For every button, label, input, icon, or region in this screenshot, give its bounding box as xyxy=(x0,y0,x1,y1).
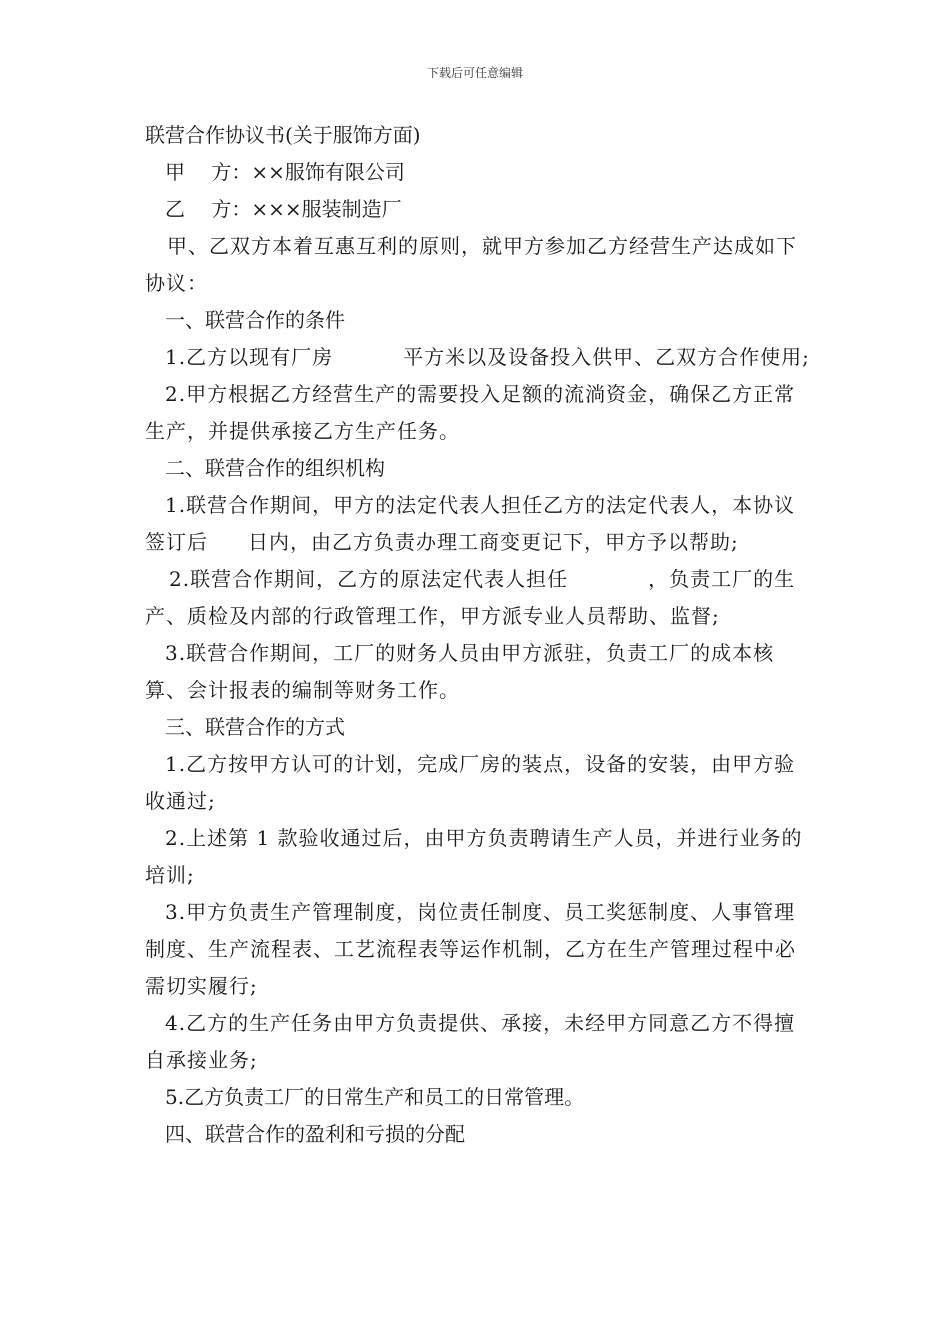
party-b-line: 乙 方：×××服装制造厂 xyxy=(165,197,402,221)
section-1-heading: 一、联营合作的条件 xyxy=(165,308,345,332)
section-1-item-1-part-a: 1.乙方以现有厂房 xyxy=(165,345,334,369)
section-2-item-2 xyxy=(145,561,810,635)
intro-paragraph: 甲、乙双方本着互惠互利的原则，就甲方参加乙方经营生产达成如下协议： xyxy=(145,234,797,295)
section-3-item-5: 5.乙方负责工厂的日常生产和员工的日常管理。 xyxy=(165,1085,585,1109)
section-1-item-1-part-b: 平方米以及设备投入供甲、乙双方合作使用; xyxy=(403,345,810,369)
section-3-item-2: 2.上述第 1 款验收通过后，由甲方负责聘请生产人员，并进行业务的培训; xyxy=(145,826,803,887)
section-2-item-1 xyxy=(145,487,810,561)
party-a-line: 甲 方：××服饰有限公司 xyxy=(165,160,405,184)
section-1-item-2: 2.甲方根据乙方经营生产的需要投入足额的流淌资金，确保乙方正常生产，并提供承接乙方生产任务。 xyxy=(145,382,796,443)
section-2-item-1-part-a: 1.联营合作期间，甲方的法定代表人担任乙方的法定代表人，本协议签订后 xyxy=(145,493,796,554)
section-1-item-1 xyxy=(145,339,810,376)
section-3-item-4: 4.乙方的生产任务由甲方负责提供、承接，未经甲方同意乙方不得擅自承接业务; xyxy=(145,1011,796,1072)
section-2-item-2-part-b: ，负责工厂的生产、质检及内部的行政管理工作，甲方派专业人员帮助、监督; xyxy=(145,567,796,628)
section-3-heading: 三、联营合作的方式 xyxy=(165,715,345,739)
section-3-item-3: 3.甲方负责生产管理制度，岗位责任制度、员工奖惩制度、人事管理制度、生产流程表、工艺流程表等运作机制，乙方在生产管理过程中必需切实履行; xyxy=(145,900,796,998)
section-2-item-3: 3.联营合作期间，工厂的财务人员由甲方派驻，负责工厂的成本核算、会计报表的编制等财务工作。 xyxy=(145,641,775,702)
section-2-item-2-part-a: 2.联营合作期间，乙方的原法定代表人担任 xyxy=(169,567,569,591)
page-header-note: 下载后可任意编辑 xyxy=(426,66,523,80)
section-3-item-1: 1.乙方按甲方认可的计划，完成厂房的装点，设备的安装，由甲方验收通过; xyxy=(145,752,796,813)
document-body xyxy=(145,117,810,1153)
document-title: 联营合作协议书(关于服饰方面) xyxy=(145,123,421,147)
section-4-heading: 四、联营合作的盈利和亏损的分配 xyxy=(165,1122,465,1146)
section-2-item-1-part-b: 日内，由乙方负责办理工商变更记下，甲方予以帮助; xyxy=(248,530,739,554)
section-2-heading: 二、联营合作的组织机构 xyxy=(165,456,385,480)
